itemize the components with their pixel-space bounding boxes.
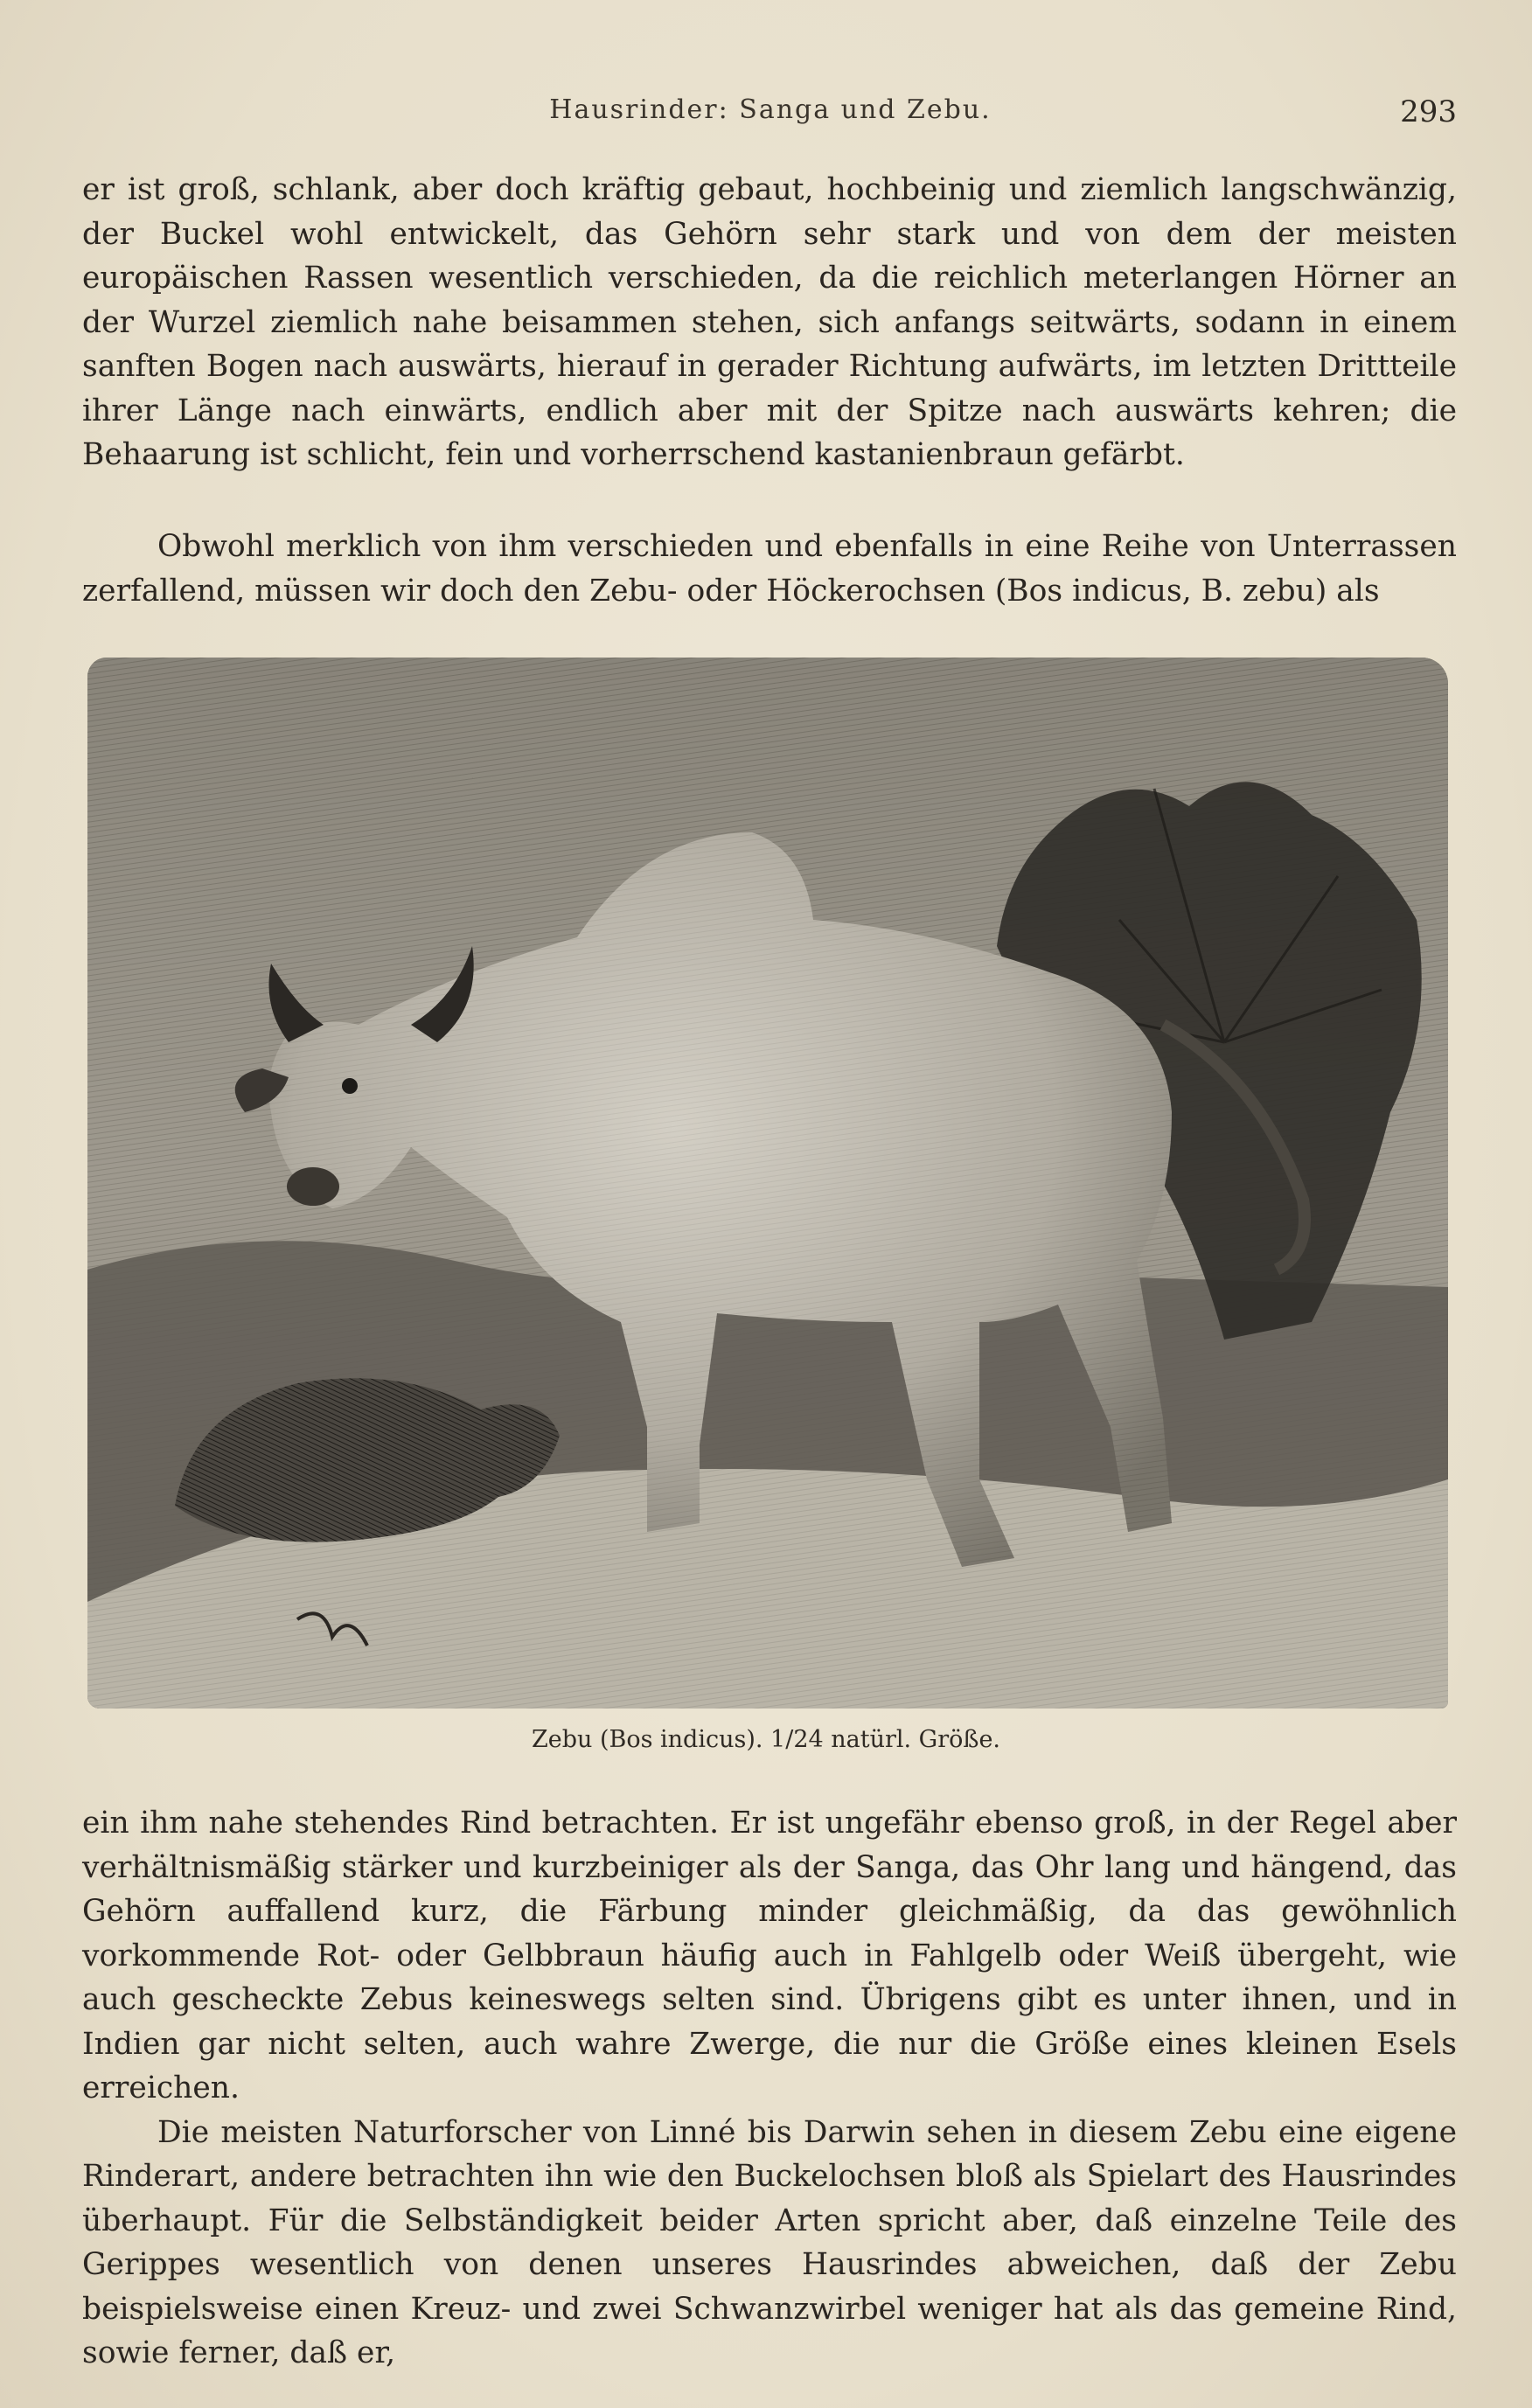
running-title: Hausrinder: Sanga und Zebu. bbox=[549, 94, 992, 125]
paragraph: Obwohl merklich von ihm verschieden und ebenfalls in eine Reihe von Unterrassen zerfallend, müssen wir doch den Zebu- oder Höckerochsen (Bos indicus, B. zebu) als bbox=[82, 529, 1457, 609]
paragraph: ein ihm nahe stehendes Rind betrachten. Er ist ungefähr ebenso groß, in der Regel aber verhältnismäßig stärker und kurzbeiniger als der Sanga, das Ohr lang und hängend, das Gehörn auffallend kurz, die Färbung minder gleichmäßig, da das gewöhnlich vorkommende Rot- oder Gelbbraun häufig auch in Fahlgelb oder Weiß übergeht, wie auch gescheckte Zebus keineswegs selten sind. Übrigens gibt es unter ihnen, und in Indien gar nicht selten, auch wahre Zwerge, die nur die Größe eines kleinen Esels erreichen. bbox=[82, 1806, 1457, 2105]
text-block-bottom bbox=[82, 1801, 1457, 2376]
paragraph: Die meisten Naturforscher von Linné bis Darwin sehen in diesem Zebu eine eigene Rinderart, andere betrachten ihn wie den Buckelochsen bloß als Spielart des Hausrindes überhaupt. Für die Selbständigkeit beider Arten spricht aber, daß einzelne Teile des Gerippes wesentlich von denen unseres Hausrindes abweichen, daß der Zebu beispielsweise einen Kreuz- und zwei Schwanzwirbel weniger hat als das gemeine Rind, sowie ferner, daß er, bbox=[82, 2114, 1457, 2370]
zebu-engraving bbox=[87, 658, 1448, 1709]
page-number: 293 bbox=[1400, 94, 1457, 129]
figure-caption: Zebu (Bos indicus). 1/24 natürl. Größe. bbox=[531, 1726, 1001, 1753]
page-header bbox=[84, 94, 1457, 133]
paragraph: er ist groß, schlank, aber doch kräftig gebaut, hochbeinig und ziemlich langschwänzig, der Buckel wohl entwickelt, das Gehörn sehr stark und von dem der meisten europäischen Rassen wesentlich verschieden, da die reichlich meterlangen Hörner an der Wurzel ziemlich nahe beisammen stehen, sich anfangs seitwärts, sodann in einem sanften Bogen nach auswärts, hierauf in gerader Richtung aufwärts, im letzten Drittteile ihrer Länge nach einwärts, endlich aber mit der Spitze nach auswärts kehren; die Behaarung ist schlicht, fein und vorherrschend kastanienbraun gefärbt. bbox=[82, 172, 1457, 472]
text-block-top-1 bbox=[82, 168, 1457, 477]
text-block-top-2 bbox=[82, 525, 1457, 613]
